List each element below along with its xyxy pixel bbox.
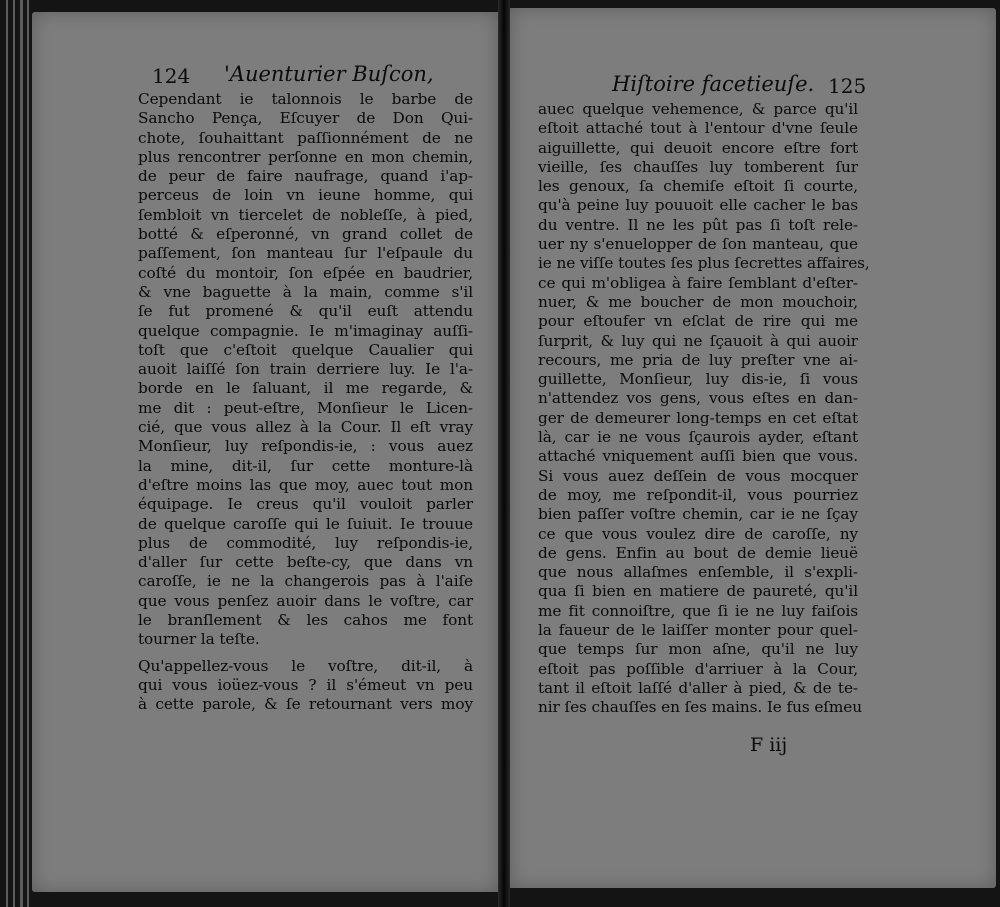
text-line: n'attendez vos gens, vous eſtes en dan- xyxy=(538,389,858,408)
text-line: nuer, & me boucher de mon mouchoir, xyxy=(538,292,858,311)
right-running-head: Hiſtoire facetieuſe. xyxy=(612,72,815,96)
text-line: que nous allaſmes enſemble, il s'expli- xyxy=(538,563,858,582)
text-line: recours, me pria de luy preſter vne ai- xyxy=(538,350,858,369)
text-line: ce que vous voulez dire de caroſſe, ny xyxy=(538,524,858,543)
left-running-head: 'Auenturier Buſcon, xyxy=(224,62,434,86)
text-line: que vous penſez auoir dans le voſtre, car xyxy=(138,591,473,610)
book-edge xyxy=(20,0,23,907)
text-line: me dit : peut-eſtre, Monſieur le Licen- xyxy=(138,398,473,417)
text-line: à cette parole, & ſe retournant vers moy xyxy=(138,695,473,714)
left-body-text xyxy=(138,90,473,715)
right-body-text xyxy=(538,100,870,718)
book-gutter xyxy=(498,0,510,907)
text-line: Sancho Pença, Eſcuyer de Don Qui- xyxy=(138,109,473,128)
text-line: Cependant ie talonnois le barbe de xyxy=(138,90,473,108)
text-line: coſté du montoir, ſon eſpée en baudrier, xyxy=(138,263,473,282)
text-line: & vne baguette à la main, comme s'il xyxy=(138,282,473,301)
left-page xyxy=(32,12,498,892)
text-line: de peur de faire naufrage, quand i'ap- xyxy=(138,167,473,186)
text-line: tourner la teſte. xyxy=(138,630,260,649)
text-line: que temps ſur mon aſne, qu'il ne luy xyxy=(538,640,858,659)
text-line: ger de demeurer long-temps en cet eſtat xyxy=(538,408,858,427)
text-line: auec quelque vehemence, & parce qu'il xyxy=(538,100,858,118)
text-line: d'aller ſur cette beſte-cy, que dans vn xyxy=(138,553,473,572)
text-line: ſurprit, & luy qui ne ſçauoit à qui auoir xyxy=(538,331,858,350)
text-line: attaché vniquement auſſi bien que vous. xyxy=(538,447,858,466)
text-line: de quelque caroſſe qui le ſuiuit. Ie trouue xyxy=(138,514,473,533)
text-line: de gens. Enfin au bout de demie lieuë xyxy=(538,543,858,562)
text-line: tant il eſtoit laſſé d'aller à pied, & de te- xyxy=(538,678,858,697)
text-line: ie ne viſſe toutes ſes plus ſecrettes affaires, xyxy=(538,254,870,273)
text-line: la mine, dit-il, ſur cette monture-là xyxy=(138,456,473,475)
text-line: perceus de loin vn ieune homme, qui xyxy=(138,186,473,205)
text-line: aiguillette, qui deuoit encore eſtre fort xyxy=(538,138,858,157)
text-line: Monſieur, luy reſpondis-ie, : vous auez xyxy=(138,437,473,456)
text-line: qu'à peine luy pouuoit elle cacher le bas xyxy=(538,196,858,215)
book-edge xyxy=(6,0,8,907)
text-line: ce qui m'obligea à faire ſemblant d'eſter- xyxy=(538,273,858,292)
text-line: eſtoit attaché tout à l'entour d'vne ſeule xyxy=(538,119,858,138)
text-line: d'eſtre moins las que moy, auec tout mon xyxy=(138,475,473,494)
right-folio: 125 xyxy=(828,74,867,98)
text-line: eſtoit pas poſſible d'arriuer à la Cour, xyxy=(538,659,858,678)
paragraph-gap xyxy=(138,650,473,657)
text-line: Qu'appellez-vous le voſtre, dit-il, à xyxy=(138,656,473,675)
text-line: plus rencontrer perſonne en mon chemin, xyxy=(138,147,473,166)
signature-mark: F iij xyxy=(750,734,788,756)
text-line: auoit laiſſé ſon train derriere luy. Ie l'a- xyxy=(138,360,473,379)
text-line: chote, ſouhaittant paſſionnément de ne xyxy=(138,128,473,147)
text-line: paſſement, ſon manteau ſur l'eſpaule du xyxy=(138,244,473,263)
text-line: guillette, Monſieur, luy dis-ie, ſi vous xyxy=(538,370,858,389)
text-line: borde en le ſaluant, il me regarde, & xyxy=(138,379,473,398)
text-line: là, car ie ne vous ſçaurois ayder, eſtant xyxy=(538,428,858,447)
text-line: ſe fut promené & qu'il euſt attendu xyxy=(138,302,473,321)
left-folio: 124 xyxy=(152,64,191,88)
text-line: qua ſi bien en matiere de paureté, qu'il xyxy=(538,582,858,601)
text-line: Si vous auez deſſein de vous mocquer xyxy=(538,466,858,485)
text-line: caroſſe, ie ne la changerois pas à l'aiſe xyxy=(138,572,473,591)
book-edge xyxy=(13,0,15,907)
text-line: vieille, ſes chauſſes luy tomberent ſur xyxy=(538,157,858,176)
text-line: quelque compagnie. Ie m'imaginay auſſi- xyxy=(138,321,473,340)
text-line: plus de commodité, luy reſpondis-ie, xyxy=(138,533,473,552)
text-line: ſembloit vn tiercelet de nobleſſe, à pied, xyxy=(138,205,473,224)
right-page xyxy=(510,8,996,888)
text-line: pour eſtoufer vn eſclat de rire qui me xyxy=(538,312,858,331)
text-line: qui vous ioüez-vous ? il s'émeut vn peu xyxy=(138,675,473,694)
text-line: botté & eſperonné, vn grand collet de xyxy=(138,225,473,244)
text-line: bien paſſer voſtre chemin, car ie ne ſçay xyxy=(538,505,858,524)
text-line: la faueur de le laiſſer monter pour quel- xyxy=(538,621,858,640)
text-line: équipage. Ie creus qu'il vouloit parler xyxy=(138,495,473,514)
book-edge xyxy=(27,0,29,907)
text-line: me fit connoiſtre, que ſi ie ne luy faiſois xyxy=(538,601,858,620)
text-line: toſt que c'eſtoit quelque Caualier qui xyxy=(138,340,473,359)
text-line: cié, que vous allez à la Cour. Il eſt vray xyxy=(138,418,473,437)
text-line: de moy, me reſpondit-il, vous pourriez xyxy=(538,485,858,504)
text-line: nir ſes chauſſes en ſes mains. Ie fus eſmeu xyxy=(538,698,862,717)
text-line: le branſlement & les cahos me font xyxy=(138,611,473,630)
text-line: uer ny s'enuelopper de ſon manteau, que xyxy=(538,235,858,254)
text-line: du ventre. Il ne les pût pas ſi toſt rele- xyxy=(538,215,858,234)
text-line: les genoux, ſa chemiſe eſtoit ſi courte, xyxy=(538,177,858,196)
